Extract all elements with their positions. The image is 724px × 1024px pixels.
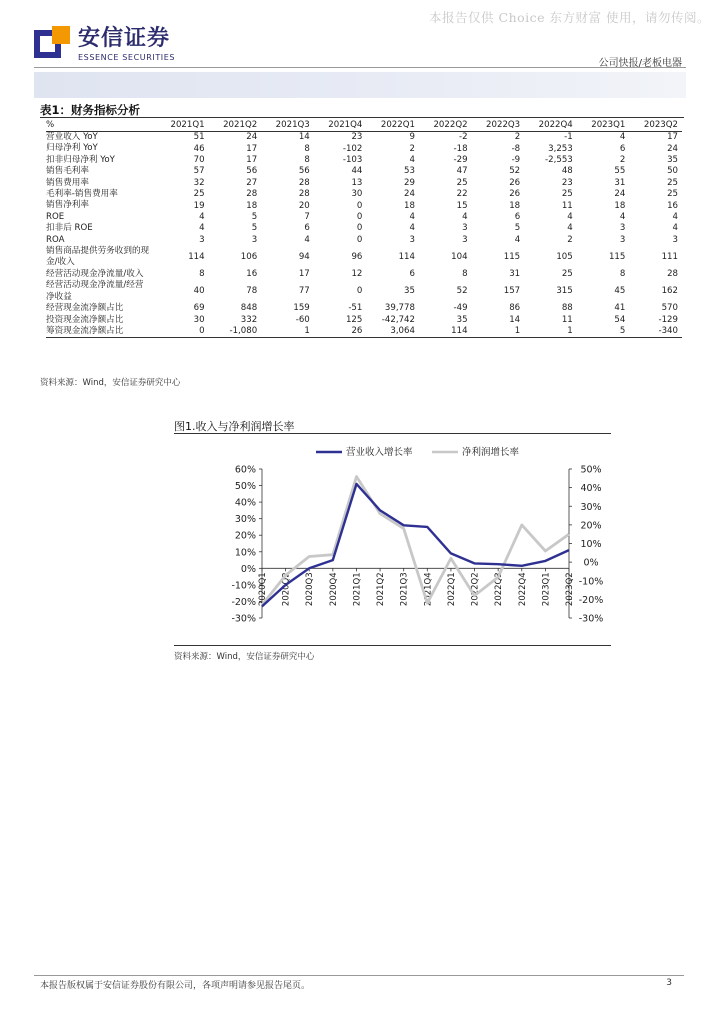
table-row bbox=[46, 200, 682, 211]
table-cell: 5 bbox=[251, 212, 258, 223]
table-row bbox=[46, 246, 682, 269]
report-type: 公司快报/老板电器 bbox=[598, 58, 682, 69]
table-row bbox=[46, 269, 682, 280]
table-cell: 26 bbox=[509, 189, 521, 200]
figure-bottom-divider bbox=[174, 645, 611, 646]
left-axis-tick-label: -20% bbox=[231, 596, 256, 608]
table-cell: 27 bbox=[246, 177, 258, 188]
table-cell: 35 bbox=[456, 314, 468, 325]
table-cell: 4 bbox=[409, 223, 415, 234]
table-row bbox=[46, 178, 682, 189]
table-cell: 25 bbox=[193, 189, 205, 200]
table-cell: 26 bbox=[314, 326, 367, 338]
table-cell: 4 bbox=[567, 212, 573, 223]
row-label: 扣非归母净利 YoY bbox=[46, 154, 115, 165]
row-label: ROE bbox=[46, 211, 65, 222]
table-cell: 28 bbox=[298, 189, 310, 200]
table-cell: 15 bbox=[456, 200, 468, 211]
table-cell: 35 bbox=[404, 286, 415, 297]
table-cell: -2,553 bbox=[545, 155, 573, 166]
table-cell: 31 bbox=[509, 269, 521, 280]
legend-label: 净利润增长率 bbox=[462, 447, 520, 458]
table-column-header: 2021Q3 bbox=[261, 118, 314, 132]
table-cell: 46 bbox=[193, 143, 205, 154]
table-cell: 11 bbox=[561, 314, 573, 325]
table-cell: 69 bbox=[193, 303, 205, 314]
watermark: 本报告仅供 Choice 东方财富 使用，请勿传阅。 bbox=[429, 10, 710, 25]
table-cell: 86 bbox=[509, 303, 521, 314]
table-cell: 16 bbox=[246, 269, 258, 280]
table-cell: 106 bbox=[240, 251, 258, 262]
row-label: 经营活动现金净流量/经营净收益 bbox=[46, 280, 144, 302]
left-axis-tick-label: 0% bbox=[240, 563, 256, 575]
table-cell: 114 bbox=[419, 326, 472, 338]
table-cell: -129 bbox=[658, 314, 678, 325]
table-cell: 78 bbox=[246, 286, 258, 297]
table-cell: 16 bbox=[667, 200, 678, 211]
row-label: 销售毛利率 bbox=[46, 166, 89, 177]
table-cell: 70 bbox=[193, 155, 205, 166]
table-header-row bbox=[46, 118, 682, 132]
table-cell: 2 bbox=[514, 132, 521, 143]
row-label: 经营现金流净额占比 bbox=[46, 303, 124, 314]
table-cell: 115 bbox=[503, 251, 521, 262]
table-cell: 3 bbox=[462, 223, 468, 234]
table-title: 表1：财务指标分析 bbox=[40, 103, 141, 117]
right-axis-tick-label: -20% bbox=[578, 594, 604, 606]
table-cell: 8 bbox=[304, 143, 310, 154]
table-cell: 18 bbox=[246, 200, 258, 211]
table-cell: 332 bbox=[240, 314, 258, 325]
table-cell: 3 bbox=[251, 234, 258, 245]
table-cell: 3 bbox=[619, 234, 626, 245]
right-axis-tick-label: 20% bbox=[580, 520, 602, 532]
table-cell: 25 bbox=[561, 189, 573, 200]
figure-source: 资料来源：Wind，安信证券研究中心 bbox=[174, 652, 315, 662]
table-cell: 848 bbox=[240, 303, 258, 314]
table-cell: 32 bbox=[193, 177, 205, 188]
table-column-header: 2023Q2 bbox=[629, 118, 682, 132]
logo-square-icon bbox=[34, 26, 70, 62]
right-axis-tick-label: -30% bbox=[578, 613, 604, 625]
table-cell: 0 bbox=[356, 223, 363, 234]
table-unit-header: % bbox=[46, 118, 156, 132]
table-row bbox=[46, 315, 682, 326]
x-axis-tick-label: 2022Q3 bbox=[494, 572, 505, 607]
table-cell: 1 bbox=[472, 326, 525, 338]
table-cell: 41 bbox=[614, 303, 626, 314]
table-cell: 3 bbox=[619, 223, 626, 234]
table-cell: 104 bbox=[451, 251, 468, 262]
table-cell: 88 bbox=[561, 303, 573, 314]
table-cell: 4 bbox=[672, 212, 678, 223]
table-cell: 24 bbox=[246, 132, 258, 143]
table-cell: 8 bbox=[462, 269, 468, 280]
left-axis-tick-label: 50% bbox=[234, 481, 256, 493]
x-axis-tick-label: 2021Q2 bbox=[376, 572, 387, 607]
right-axis-tick-label: 50% bbox=[580, 464, 602, 476]
footer-disclaimer: 本报告版权属于安信证券股份有限公司，各项声明请参见报告尾页。 bbox=[40, 981, 311, 991]
table-cell: 115 bbox=[608, 251, 626, 262]
row-label: 筹资现金流净额占比 bbox=[46, 326, 156, 338]
table-cell: -340 bbox=[629, 326, 682, 338]
table-cell: 17 bbox=[667, 132, 678, 143]
table-cell: 48 bbox=[561, 166, 573, 177]
table-cell: 0 bbox=[356, 200, 363, 211]
table-cell: -103 bbox=[342, 155, 363, 166]
table-cell: 4 bbox=[619, 132, 626, 143]
table-cell: 53 bbox=[404, 166, 415, 177]
table-cell: 3 bbox=[409, 234, 415, 245]
table-cell: -49 bbox=[453, 303, 468, 314]
table-cell: 56 bbox=[246, 166, 258, 177]
table-cell: 18 bbox=[404, 200, 415, 211]
table-cell: 26 bbox=[509, 177, 521, 188]
left-axis-tick-label: -30% bbox=[231, 613, 256, 625]
table-cell: 162 bbox=[661, 286, 678, 297]
table-cell: 25 bbox=[456, 177, 468, 188]
x-axis-tick-label: 2020Q4 bbox=[328, 572, 339, 607]
figure-title: 图1.收入与净利润增长率 bbox=[174, 420, 295, 433]
left-axis-tick-label: 60% bbox=[234, 464, 256, 476]
table-cell: 3 bbox=[199, 234, 205, 245]
left-axis-tick-label: 40% bbox=[234, 497, 256, 509]
table-source: 资料来源：Wind，安信证券研究中心 bbox=[40, 378, 181, 388]
table-column-header: 2022Q2 bbox=[419, 118, 472, 132]
table-cell: 20 bbox=[298, 200, 310, 211]
table-cell: 2 bbox=[409, 143, 415, 154]
x-axis-tick-label: 2021Q4 bbox=[423, 572, 434, 607]
left-axis-tick-label: 20% bbox=[234, 530, 256, 542]
table-cell: 18 bbox=[509, 200, 521, 211]
table-cell: 4 bbox=[409, 212, 415, 223]
table-column-header: 2022Q1 bbox=[366, 118, 419, 132]
table-cell: 28 bbox=[667, 269, 678, 280]
table-cell: 5 bbox=[251, 223, 258, 234]
table-cell: 6 bbox=[619, 143, 626, 154]
table-cell: 0 bbox=[356, 286, 363, 297]
table-cell: 4 bbox=[672, 223, 678, 234]
table-cell: -18 bbox=[453, 143, 468, 154]
table-cell: 4 bbox=[199, 223, 205, 234]
table-cell: 35 bbox=[667, 155, 678, 166]
table-cell: 54 bbox=[614, 314, 626, 325]
table-cell: 2 bbox=[567, 234, 573, 245]
table-cell: 94 bbox=[298, 251, 310, 262]
table-cell: 0 bbox=[156, 326, 209, 338]
left-axis-tick-label: 30% bbox=[234, 514, 256, 526]
table-cell: 9 bbox=[409, 132, 415, 143]
table-cell: 6 bbox=[304, 223, 310, 234]
right-axis-tick-label: 40% bbox=[580, 483, 602, 495]
table-cell: 0 bbox=[356, 212, 363, 223]
table-cell: 4 bbox=[409, 155, 415, 166]
table-cell: 18 bbox=[614, 200, 626, 211]
financial-indicators-table bbox=[46, 118, 682, 338]
table-row bbox=[46, 189, 682, 200]
table-cell: 6 bbox=[514, 212, 521, 223]
table-cell: 17 bbox=[246, 143, 258, 154]
header-divider bbox=[34, 67, 686, 68]
table-cell: 24 bbox=[667, 143, 678, 154]
table-cell: 40 bbox=[193, 286, 205, 297]
logo-chinese-name: 安信证券 bbox=[78, 25, 171, 51]
table-cell: 22 bbox=[456, 189, 468, 200]
table-cell: 105 bbox=[556, 251, 573, 262]
x-axis-tick-label: 2021Q1 bbox=[352, 572, 363, 607]
table-cell: -8 bbox=[511, 143, 521, 154]
x-axis-tick-label: 2020Q3 bbox=[305, 572, 316, 607]
table-row bbox=[46, 132, 682, 144]
table-cell: 17 bbox=[246, 155, 258, 166]
table-cell: 39,778 bbox=[384, 303, 415, 314]
footer-divider bbox=[34, 975, 684, 976]
table-cell: 96 bbox=[351, 251, 363, 262]
table-column-header: 2022Q3 bbox=[472, 118, 525, 132]
x-axis-tick-label: 2023Q2 bbox=[565, 572, 575, 607]
row-label: 毛利率-销售费用率 bbox=[46, 189, 118, 200]
table-cell: 6 bbox=[409, 269, 415, 280]
table-cell: 52 bbox=[509, 166, 521, 177]
table-cell: 157 bbox=[503, 286, 521, 297]
x-axis-tick-label: 2022Q4 bbox=[517, 572, 528, 607]
table-cell: 4 bbox=[514, 234, 521, 245]
table-cell: 4 bbox=[567, 223, 573, 234]
x-axis-tick-label: 2020Q1 bbox=[258, 572, 268, 607]
row-label: 投资现金流净额占比 bbox=[46, 314, 124, 325]
table-cell: 114 bbox=[188, 251, 205, 262]
table-column-header: 2023Q1 bbox=[577, 118, 630, 132]
table-cell: 570 bbox=[661, 303, 678, 314]
table-cell: -9 bbox=[511, 155, 521, 166]
table-cell: 3,064 bbox=[366, 326, 419, 338]
row-label: ROA bbox=[46, 234, 65, 245]
row-label: 营业收入 YoY bbox=[46, 132, 98, 142]
figure-title-divider bbox=[174, 433, 611, 434]
table-cell: 3,253 bbox=[548, 143, 573, 154]
table-row bbox=[46, 212, 682, 223]
table-cell: 4 bbox=[619, 212, 626, 223]
table-cell: 47 bbox=[456, 166, 468, 177]
table-cell: 17 bbox=[298, 269, 310, 280]
row-label: 扣非后 ROE bbox=[46, 223, 93, 234]
table-cell: 5 bbox=[577, 326, 630, 338]
x-axis-tick-label: 2021Q3 bbox=[399, 572, 410, 607]
table-cell: 19 bbox=[193, 200, 205, 211]
company-logo bbox=[34, 26, 175, 62]
table-row bbox=[46, 155, 682, 166]
table-cell: -2 bbox=[458, 132, 468, 143]
row-label: 归母净利 YoY bbox=[46, 143, 98, 154]
table-cell: 14 bbox=[298, 132, 310, 143]
right-axis-tick-label: 10% bbox=[580, 539, 602, 550]
x-axis-tick-label: 2022Q2 bbox=[470, 572, 481, 607]
logo-english-name: ESSENCE SECURITIES bbox=[78, 52, 176, 62]
table-row bbox=[46, 303, 682, 314]
header-band bbox=[34, 72, 686, 98]
table-cell: -29 bbox=[453, 155, 468, 166]
table-cell: 45 bbox=[614, 286, 626, 297]
table-cell: 315 bbox=[556, 286, 573, 297]
table-cell: 23 bbox=[561, 177, 573, 188]
table-cell: 29 bbox=[404, 177, 415, 188]
right-axis-tick-label: 30% bbox=[580, 501, 602, 513]
table-column-header: 2021Q1 bbox=[156, 118, 209, 132]
table-cell: 8 bbox=[619, 269, 626, 280]
table-cell: 52 bbox=[456, 286, 468, 297]
row-label: 销售费用率 bbox=[46, 177, 89, 188]
table-cell: 50 bbox=[667, 166, 678, 177]
table-row bbox=[46, 235, 682, 246]
table-cell: 4 bbox=[199, 212, 205, 223]
table-cell: -1,080 bbox=[209, 326, 262, 338]
table-cell: 51 bbox=[193, 132, 205, 143]
table-cell: 0 bbox=[356, 234, 363, 245]
table-cell: 28 bbox=[298, 177, 310, 188]
table-cell: 24 bbox=[614, 189, 626, 200]
table-cell: 11 bbox=[561, 200, 573, 211]
table-cell: 3 bbox=[462, 234, 468, 245]
table-cell: 44 bbox=[351, 166, 363, 177]
table-row bbox=[46, 326, 682, 338]
table-cell: 77 bbox=[298, 286, 310, 297]
table-column-header: 2021Q2 bbox=[209, 118, 262, 132]
right-axis-tick-label: 0% bbox=[583, 557, 599, 569]
table-cell: 14 bbox=[509, 314, 521, 325]
table-cell: 4 bbox=[304, 234, 310, 245]
table-cell: 57 bbox=[193, 166, 205, 177]
table-cell: 56 bbox=[298, 166, 310, 177]
table-row bbox=[46, 166, 682, 177]
row-label: 销售净利率 bbox=[46, 200, 89, 211]
table-cell: 4 bbox=[462, 212, 468, 223]
table-cell: 31 bbox=[614, 177, 626, 188]
table-cell: 1 bbox=[261, 326, 314, 338]
table-cell: 23 bbox=[351, 132, 363, 143]
legend-label: 营业收入增长率 bbox=[346, 447, 413, 458]
table-cell: 114 bbox=[398, 251, 415, 262]
row-label: 经营活动现金净流量/收入 bbox=[46, 268, 144, 279]
table-cell: 7 bbox=[304, 212, 310, 223]
table-cell: 13 bbox=[351, 177, 363, 188]
revenue-profit-growth-chart bbox=[174, 438, 611, 643]
table-cell: 8 bbox=[304, 155, 310, 166]
table-cell: 125 bbox=[345, 314, 363, 325]
left-axis-tick-label: 10% bbox=[234, 547, 256, 559]
row-label: 销售商品提供劳务收到的现金/收入 bbox=[46, 246, 150, 268]
table-cell: 12 bbox=[351, 269, 363, 280]
table-column-header: 2021Q4 bbox=[314, 118, 367, 132]
table-cell: 2 bbox=[619, 155, 626, 166]
table-column-header: 2022Q4 bbox=[524, 118, 577, 132]
table-cell: 8 bbox=[199, 269, 205, 280]
x-axis-tick-label: 2023Q1 bbox=[541, 572, 552, 607]
table-row bbox=[46, 223, 682, 234]
page-number: 3 bbox=[666, 978, 672, 988]
table-cell: 111 bbox=[661, 251, 678, 262]
table-cell: -51 bbox=[348, 303, 363, 314]
left-axis-tick-label: -10% bbox=[231, 580, 256, 592]
table-row bbox=[46, 280, 682, 303]
table-cell: 25 bbox=[667, 177, 678, 188]
right-axis-tick-label: -10% bbox=[578, 576, 604, 588]
table-cell: 30 bbox=[351, 189, 363, 200]
table-cell: 3 bbox=[672, 234, 678, 245]
x-axis-tick-label: 2020Q2 bbox=[281, 572, 292, 607]
table-cell: -1 bbox=[564, 132, 573, 143]
table-cell: 159 bbox=[293, 303, 310, 314]
x-axis-tick-label: 2022Q1 bbox=[446, 572, 457, 607]
table-cell: 24 bbox=[404, 189, 415, 200]
table-cell: -60 bbox=[295, 314, 310, 325]
table-cell: 28 bbox=[246, 189, 258, 200]
table-cell: -42,742 bbox=[381, 314, 415, 325]
table-cell: -102 bbox=[342, 143, 363, 154]
table-cell: 30 bbox=[193, 314, 205, 325]
table-cell: 5 bbox=[514, 223, 521, 234]
table-cell: 1 bbox=[524, 326, 577, 338]
table-cell: 55 bbox=[614, 166, 626, 177]
table-cell: 25 bbox=[561, 269, 573, 280]
table-row bbox=[46, 143, 682, 154]
table-cell: 25 bbox=[667, 189, 678, 200]
